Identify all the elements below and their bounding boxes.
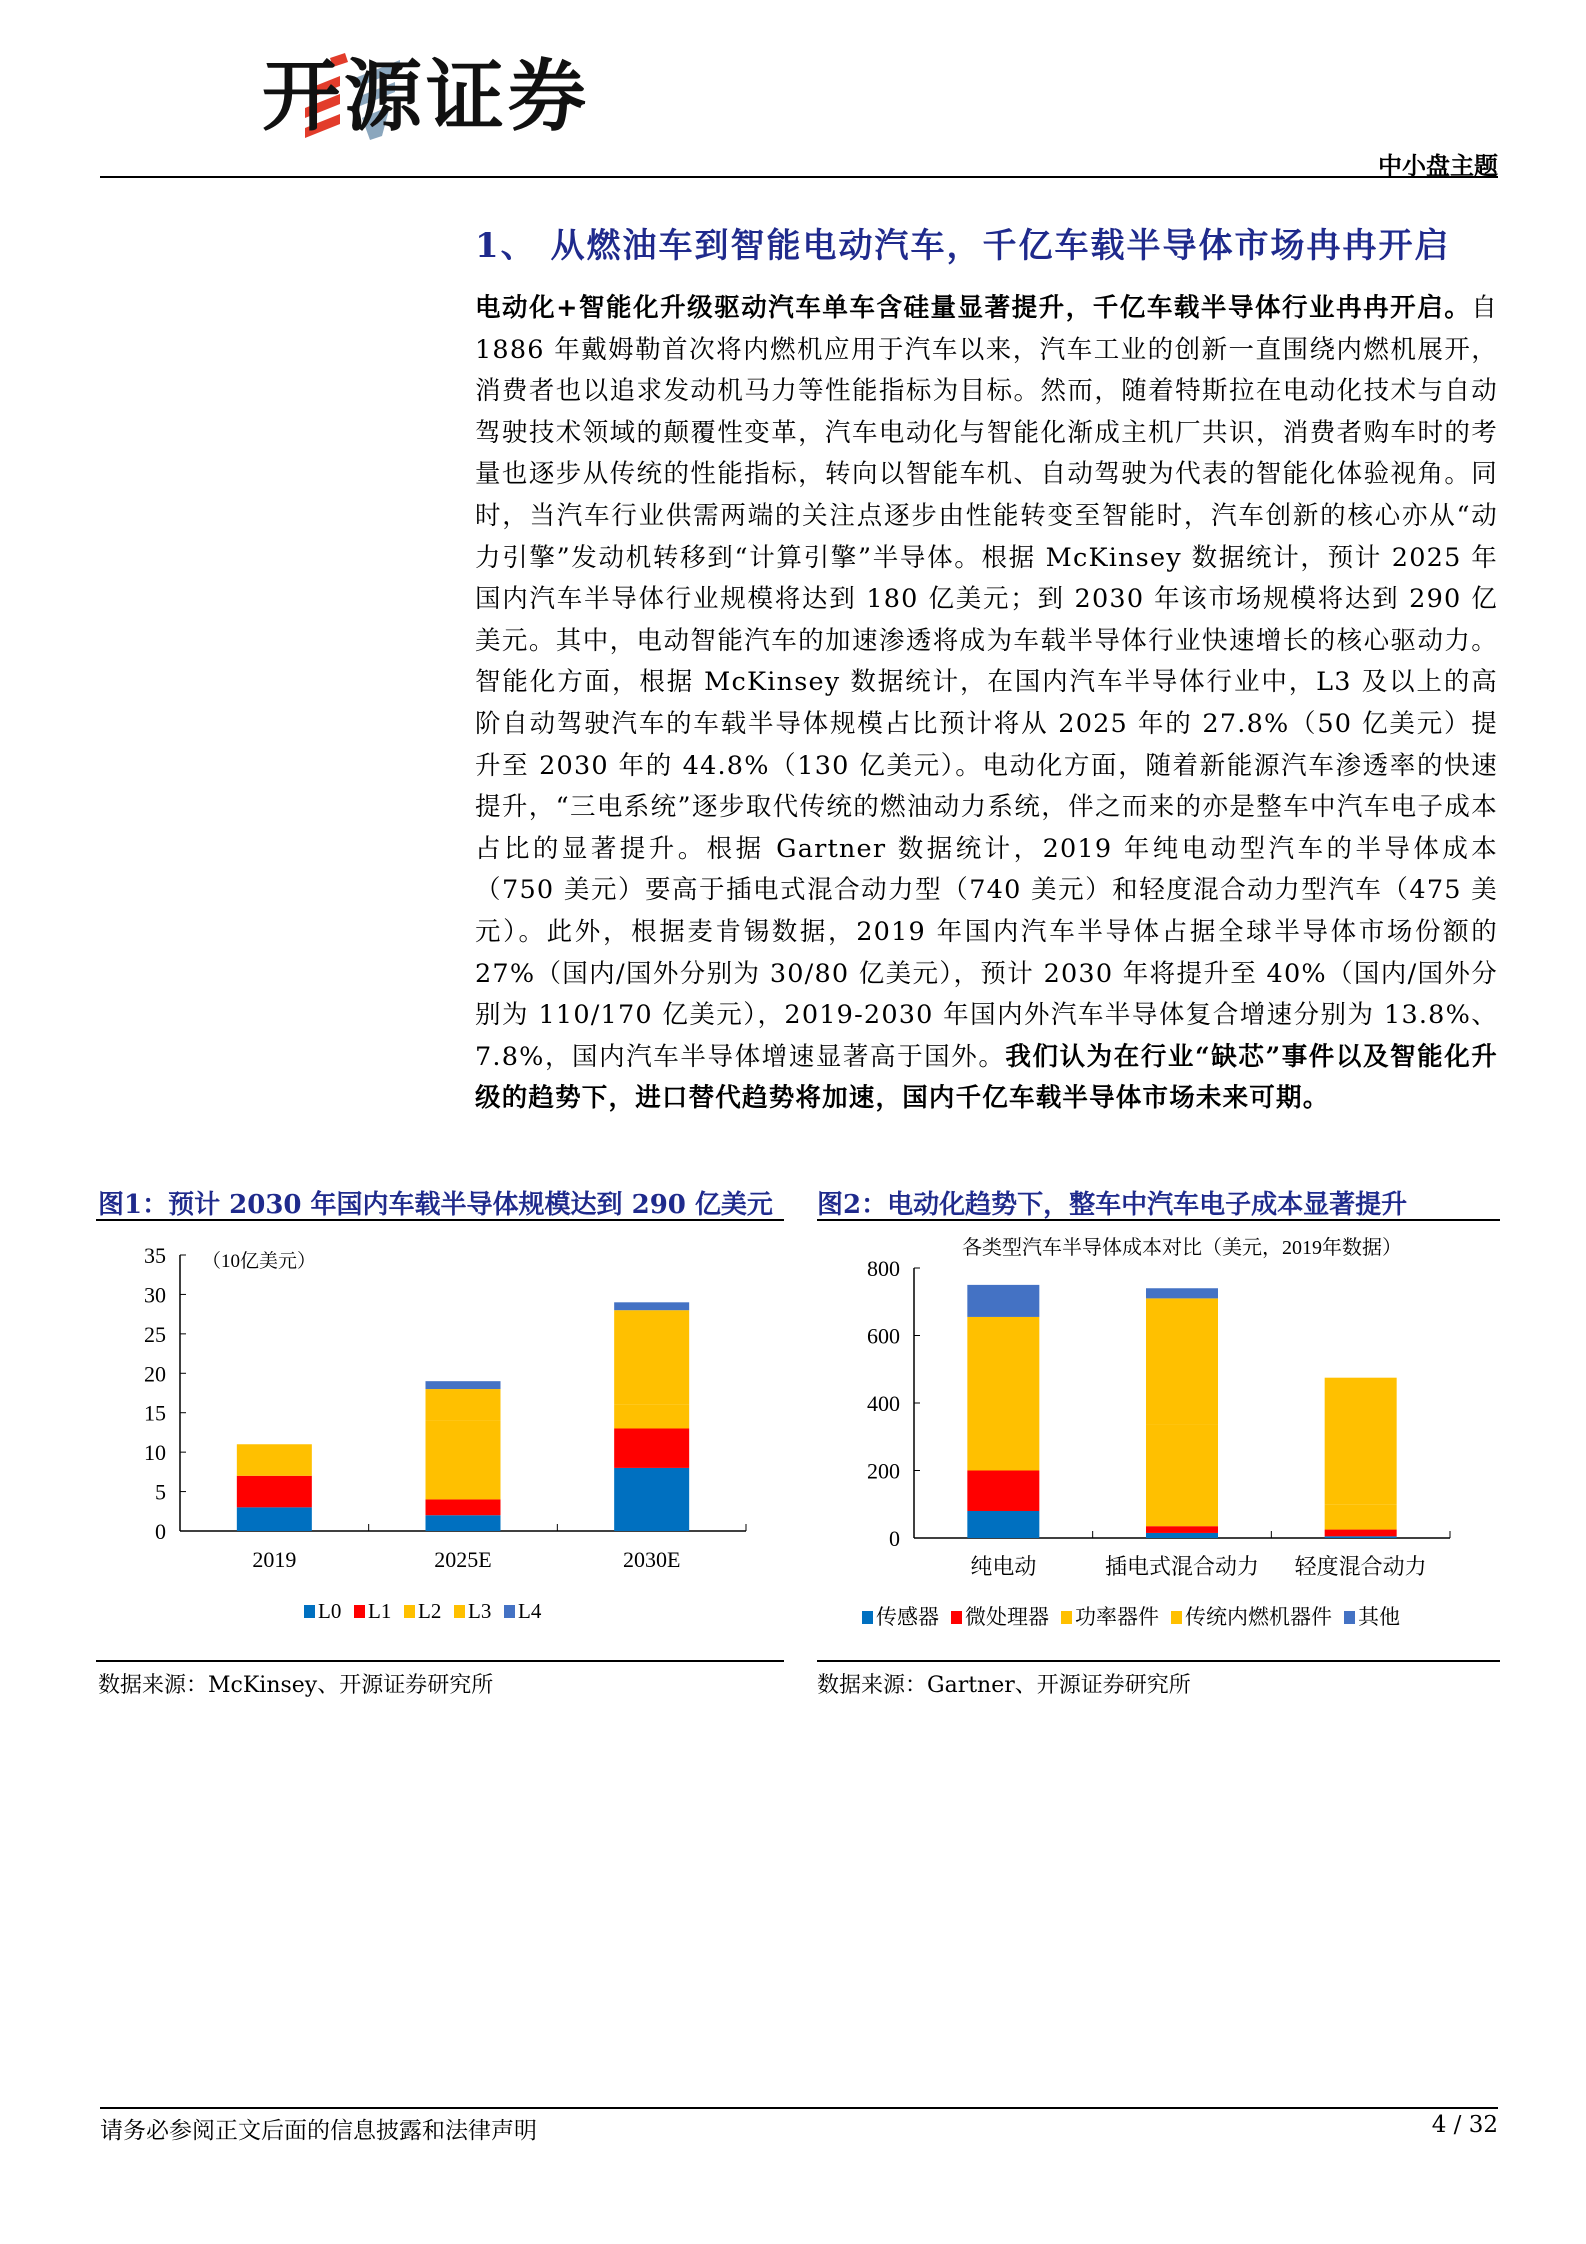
y-tick-label: 10 xyxy=(144,1440,166,1466)
legend-swatch xyxy=(504,1605,515,1618)
footer-divider xyxy=(100,2107,1498,2109)
x-tick-label: 纯电动 xyxy=(970,1554,1037,1579)
bar-segment-L2 xyxy=(614,1405,689,1429)
legend-swatch xyxy=(951,1611,962,1624)
page-number: 4 / 32 xyxy=(1431,2112,1498,2138)
section-title: 1、 从燃油车到智能电动汽车，千亿车载半导体市场冉冉开启 xyxy=(475,226,1451,266)
bar-segment-L4 xyxy=(426,1381,501,1389)
bar-segment-其他 xyxy=(1146,1288,1218,1298)
header-divider xyxy=(100,176,1498,178)
y-tick-label: 200 xyxy=(867,1458,900,1484)
legend-label: L1 xyxy=(368,1599,392,1623)
bar-segment-功率器件 xyxy=(967,1317,1039,1471)
bar-segment-其他 xyxy=(967,1285,1039,1317)
figure-1-top-rule xyxy=(96,1219,784,1221)
x-tick-label: 轻度混合动力 xyxy=(1294,1554,1427,1579)
y-tick-label: 600 xyxy=(867,1323,900,1349)
bar-segment-L0 xyxy=(614,1468,689,1531)
body-text: 自 1886 年戴姆勒首次将内燃机应用于汽车以来，汽车工业的创新一直围绕内燃机展开，消费者也以追求发动机马力等性能指标为目标。然而，随着特斯拉在电动化技术与自动驾驶技术领域的颠覆性变革，汽车电动化与智能化渐成主机厂共识，消费者购车时的考量也逐步从传统的性能指标，转向以智能车机、自动驾驶为代表的智能化体验视角。同时，当汽车行业供需两端的关注点逐步由性能转变至智能时，汽车创新的核心亦从“动力引擎”发动机转移到“计算引擎”半导体。根据 McKinsey 数据统计，预计 2025 年国内汽车半导体行业规模将达到 180 亿美元；到 2030 年该市场规模将达到 290 亿美元。其中，电动智能汽车的加速渗透将成为车载半导体行业快速增长的核心驱动力。智能化方面，根据 McKinsey 数据统计，在国内汽车半导体行业中，L3 及以上的高阶自动驾驶汽车的车载半导体规模占比预计将从 2025 年的 27.8%（50 亿美元）提升至 2030 年的 44.8%（130 亿美元）。电动化方面，随着新能源汽车渗透率的快速提升，“三电系统”逐步取代传统的燃油动力系统，伴之而来的亦是整车中汽车电子成本占比的显著提升。根据 Gartner 数据统计，2019 年纯电动型汽车的半导体成本（750 美元）要高于插电式混合动力型（740 美元）和轻度混合动力型汽车（475 美元）。此外，根据麦肯锡数据，2019 年国内汽车半导体占据全球半导体市场份额的 27%（国内/国外分别为 30/80 亿美元），预计 2030 年将提升至 40%（国内/国外分别为 110/170 亿美元），2019-2030 年国内外汽车半导体复合增速分别为 13.8%、7.8%，国内汽车半导体增速显著高于国外。 xyxy=(475,293,1498,1072)
bar-segment-传统内燃机器件 xyxy=(1146,1298,1218,1425)
bar-segment-微处理器 xyxy=(1146,1526,1218,1533)
figure-2-source: 数据来源：Gartner、开源证券研究所 xyxy=(817,1673,1191,1698)
legend-swatch xyxy=(404,1605,415,1618)
bar-segment-L0 xyxy=(237,1507,312,1531)
legend-label: L3 xyxy=(468,1599,492,1623)
bar-segment-L1 xyxy=(237,1476,312,1508)
footer-disclaimer: 请务必参阅正文后面的信息披露和法律声明 xyxy=(100,2118,537,2144)
legend-label: L0 xyxy=(318,1599,342,1623)
y-tick-label: 35 xyxy=(144,1243,166,1268)
legend-swatch xyxy=(1171,1611,1182,1624)
y-tick-label: 400 xyxy=(867,1391,900,1416)
figure-1-title: 图1：预计 2030 年国内车载半导体规模达到 290 亿美元 xyxy=(98,1190,773,1220)
bar-segment-L1 xyxy=(426,1499,501,1515)
lead-sentence: 电动化+智能化升级驱动汽车单车含硅量显著提升，千亿车载半导体行业冉冉开启。 xyxy=(475,293,1472,323)
legend-swatch xyxy=(862,1611,873,1624)
figure-1-bottom-rule xyxy=(96,1660,784,1662)
legend-label: L2 xyxy=(418,1599,442,1623)
y-tick-label: 20 xyxy=(144,1361,166,1387)
legend-label: L4 xyxy=(518,1599,542,1623)
legend-label: 功率器件 xyxy=(1075,1605,1159,1629)
bar-segment-传感器 xyxy=(1146,1533,1218,1538)
figure-2-title: 图2：电动化趋势下，整车中汽车电子成本显著提升 xyxy=(817,1190,1408,1220)
chart-subtitle: 各类型汽车半导体成本对比（美元，2019年数据） xyxy=(962,1237,1402,1259)
legend-swatch xyxy=(354,1605,365,1618)
legend-label: 微处理器 xyxy=(965,1605,1049,1629)
brand-name: 开源证券 xyxy=(262,52,591,142)
body-paragraph xyxy=(475,288,1498,1120)
legend-label: 传统内燃机器件 xyxy=(1185,1605,1332,1629)
y-tick-label: 15 xyxy=(144,1400,166,1426)
legend-swatch xyxy=(454,1605,465,1618)
bar-segment-微处理器 xyxy=(1325,1530,1397,1537)
bar-segment-L4 xyxy=(614,1302,689,1310)
unit-label: （10亿美元） xyxy=(202,1251,317,1272)
x-tick-label: 插电式混合动力 xyxy=(1104,1554,1260,1579)
legend-label: 其他 xyxy=(1358,1605,1400,1629)
figure-1-chart xyxy=(96,1224,786,1654)
header-topic: 中小盘主题 xyxy=(1378,151,1498,180)
bar-segment-L1 xyxy=(614,1428,689,1467)
bar-segment-L0 xyxy=(426,1515,501,1531)
bar-segment-L3 xyxy=(426,1389,501,1421)
y-tick-label: 0 xyxy=(889,1526,900,1551)
figure-2-bottom-rule xyxy=(817,1660,1500,1662)
bar-segment-传统内燃机器件 xyxy=(1325,1378,1397,1505)
figure-2-top-rule xyxy=(817,1219,1500,1221)
figure-1-source: 数据来源：McKinsey、开源证券研究所 xyxy=(98,1673,494,1698)
y-tick-label: 5 xyxy=(155,1479,166,1505)
y-tick-label: 800 xyxy=(867,1256,900,1281)
bar-segment-功率器件 xyxy=(1325,1504,1397,1529)
bar-segment-传感器 xyxy=(1325,1536,1397,1538)
bar-segment-L2 xyxy=(426,1421,501,1500)
legend-swatch xyxy=(1061,1611,1072,1624)
x-tick-label: 2019 xyxy=(252,1547,297,1572)
legend-swatch xyxy=(304,1605,315,1618)
y-tick-label: 0 xyxy=(155,1519,166,1544)
figure-2-chart xyxy=(817,1224,1500,1654)
legend-swatch xyxy=(1344,1611,1355,1624)
bar-segment-传感器 xyxy=(967,1511,1039,1538)
conclusion-sentence: 我们认为在行业“缺芯”事件以及智能化升级的趋势下，进口替代趋势将加速，国内千亿车载半导体市场未来可期。 xyxy=(475,1041,1498,1114)
legend-label: 传感器 xyxy=(876,1605,939,1629)
bar-segment-功率器件 xyxy=(1146,1425,1218,1526)
x-tick-label: 2030E xyxy=(622,1547,681,1572)
bar-segment-L3 xyxy=(614,1310,689,1405)
y-tick-label: 25 xyxy=(144,1321,166,1347)
x-tick-label: 2025E xyxy=(434,1547,492,1572)
bar-segment-微处理器 xyxy=(967,1471,1039,1512)
bar-segment-L2 xyxy=(237,1444,312,1476)
y-tick-label: 30 xyxy=(144,1282,166,1308)
